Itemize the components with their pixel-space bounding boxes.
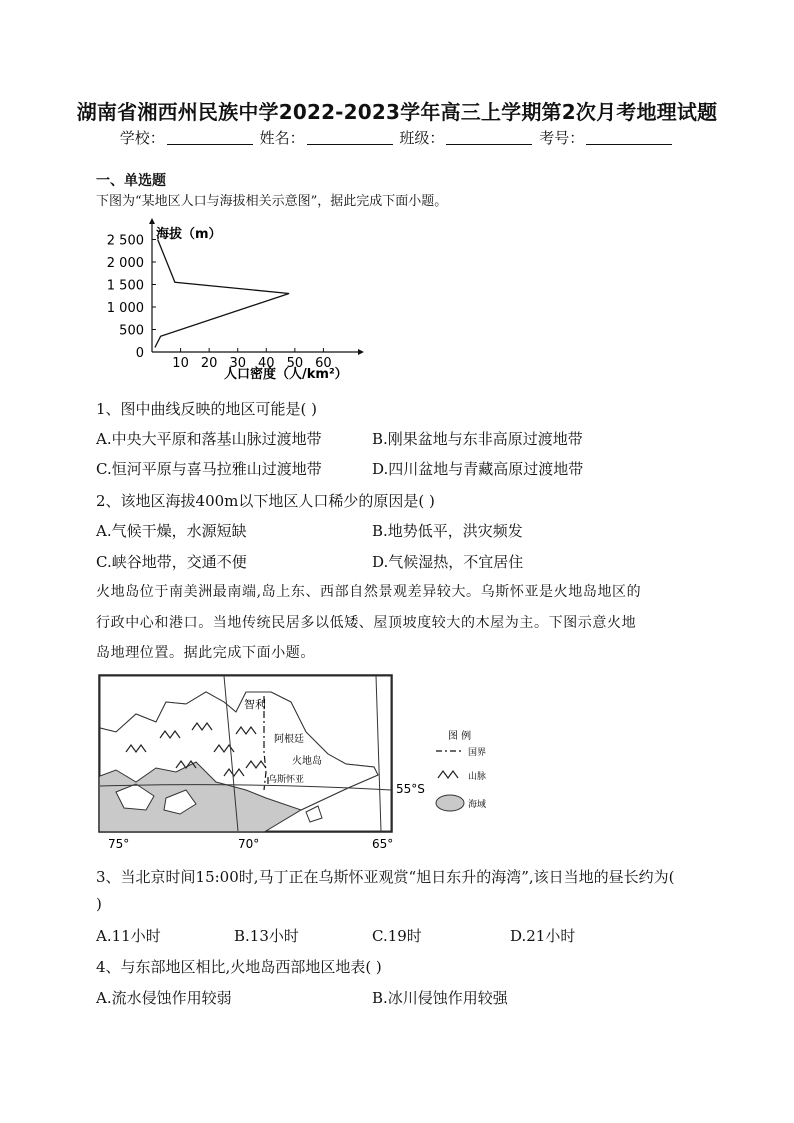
y-axis-label: 海拔（m） <box>156 227 222 242</box>
y-axis-arrow <box>149 218 155 224</box>
question-4-option-b[interactable]: B.冰川侵蚀作用较强 <box>372 989 508 1007</box>
x-tick-label: 10 <box>172 356 189 371</box>
label-lat-55s: 55°S <box>396 782 425 796</box>
question-2-option-a[interactable]: A.气候干燥，水源短缺 <box>96 522 247 540</box>
passage-line-2: 行政中心和港口。当地传统民居多以低矮、屋顶坡度较大的木屋为主。下图示意火地 <box>96 615 637 631</box>
intro-text-1: 下图为“某地区人口与海拔相关示意图”，据此完成下面小题。 <box>96 194 448 209</box>
question-3-option-a[interactable]: A.11小时 <box>96 927 161 945</box>
name-label: 姓名： <box>259 129 305 147</box>
label-chile: 智利 <box>244 698 266 711</box>
question-1-stem: 1、图中曲线反映的地区可能是( ) <box>96 400 318 418</box>
legend-mountain-icon <box>438 771 458 778</box>
question-2-option-d[interactable]: D.气候湿热，不宜居住 <box>372 553 524 571</box>
school-label: 学校： <box>119 129 165 147</box>
section-heading: 一、单选题 <box>96 173 166 189</box>
class-label: 班级： <box>399 129 445 147</box>
x-axis-arrow <box>358 349 364 355</box>
label-lon-70: 70° <box>238 837 260 851</box>
question-1-option-d[interactable]: D.四川盆地与青藏高原过渡地带 <box>372 460 584 478</box>
question-4-option-a[interactable]: A.流水侵蚀作用较弱 <box>96 989 232 1007</box>
legend-border-text: 国界 <box>468 748 487 758</box>
y-tick-label: 2 500 <box>106 233 144 249</box>
question-2-option-c[interactable]: C.峡谷地带，交通不便 <box>96 553 247 571</box>
question-1-option-c[interactable]: C.恒河平原与喜马拉雅山过渡地带 <box>96 460 322 478</box>
class-blank[interactable] <box>446 130 532 145</box>
legend-title: 图 例 <box>448 731 472 742</box>
x-tick-label: 20 <box>200 356 218 371</box>
question-3-option-d[interactable]: D.21小时 <box>510 927 576 945</box>
x-tick-label: 50 <box>286 356 304 371</box>
legend-sea-icon <box>436 795 464 811</box>
label-island: 火地岛 <box>292 756 322 767</box>
tierra-del-fuego-map <box>96 672 506 852</box>
question-3-stem-line-2: ) <box>96 895 102 913</box>
label-argentina: 阿根廷 <box>274 734 304 745</box>
x-tick-label: 40 <box>258 356 275 371</box>
population-altitude-chart <box>96 218 376 386</box>
label-lon-75: 75° <box>108 837 130 851</box>
label-lon-65: 65° <box>372 837 394 851</box>
number-blank[interactable] <box>586 130 672 145</box>
series-line <box>155 240 289 348</box>
y-tick-label: 500 <box>119 323 144 339</box>
question-2-stem: 2、该地区海拔400m以下地区人口稀少的原因是( ) <box>96 492 435 510</box>
legend-sea-text: 海域 <box>468 800 487 810</box>
y-tick-label: 2 000 <box>106 256 144 271</box>
student-info-row <box>0 127 794 148</box>
y-tick-label: 1 500 <box>106 278 144 294</box>
question-1-option-a[interactable]: A.中央大平原和落基山脉过渡地带 <box>96 430 322 448</box>
passage-line-1: 火地岛位于南美洲最南端,岛上东、西部自然景观差异较大。乌斯怀亚是火地岛地区的 <box>96 584 642 600</box>
question-2-option-b[interactable]: B.地势低平，洪灾频发 <box>372 522 523 540</box>
x-tick-label: 60 <box>315 356 332 371</box>
passage-line-3: 岛地理位置。据此完成下面小题。 <box>96 645 315 661</box>
question-3-option-b[interactable]: B.13小时 <box>234 927 299 945</box>
x-axis-label: 人口密度（人/km²） <box>224 367 348 382</box>
y-tick-label: 1 000 <box>106 301 144 316</box>
question-3-option-c[interactable]: C.19时 <box>372 927 422 945</box>
question-1-option-b[interactable]: B.刚果盆地与东非高原过渡地带 <box>372 430 583 448</box>
page-title: 湖南省湘西州民族中学2022-2023学年高三上学期第2次月考地理试题 <box>76 100 718 124</box>
name-blank[interactable] <box>307 130 393 145</box>
legend-mountain-text: 山脉 <box>468 772 487 782</box>
question-3-stem-line-1: 3、当北京时间15:00时,马丁正在乌斯怀亚观赏“旭日东升的海湾”,该日当地的昼长约为( <box>96 868 675 886</box>
question-4-stem: 4、与东部地区相比,火地岛西部地区地表( ) <box>96 958 382 976</box>
x-tick-label: 30 <box>229 356 246 371</box>
label-ushuaia: 乌斯怀亚 <box>268 775 305 785</box>
y-tick-label: 0 <box>135 346 144 361</box>
school-blank[interactable] <box>167 130 253 145</box>
number-label: 考号： <box>539 129 585 147</box>
